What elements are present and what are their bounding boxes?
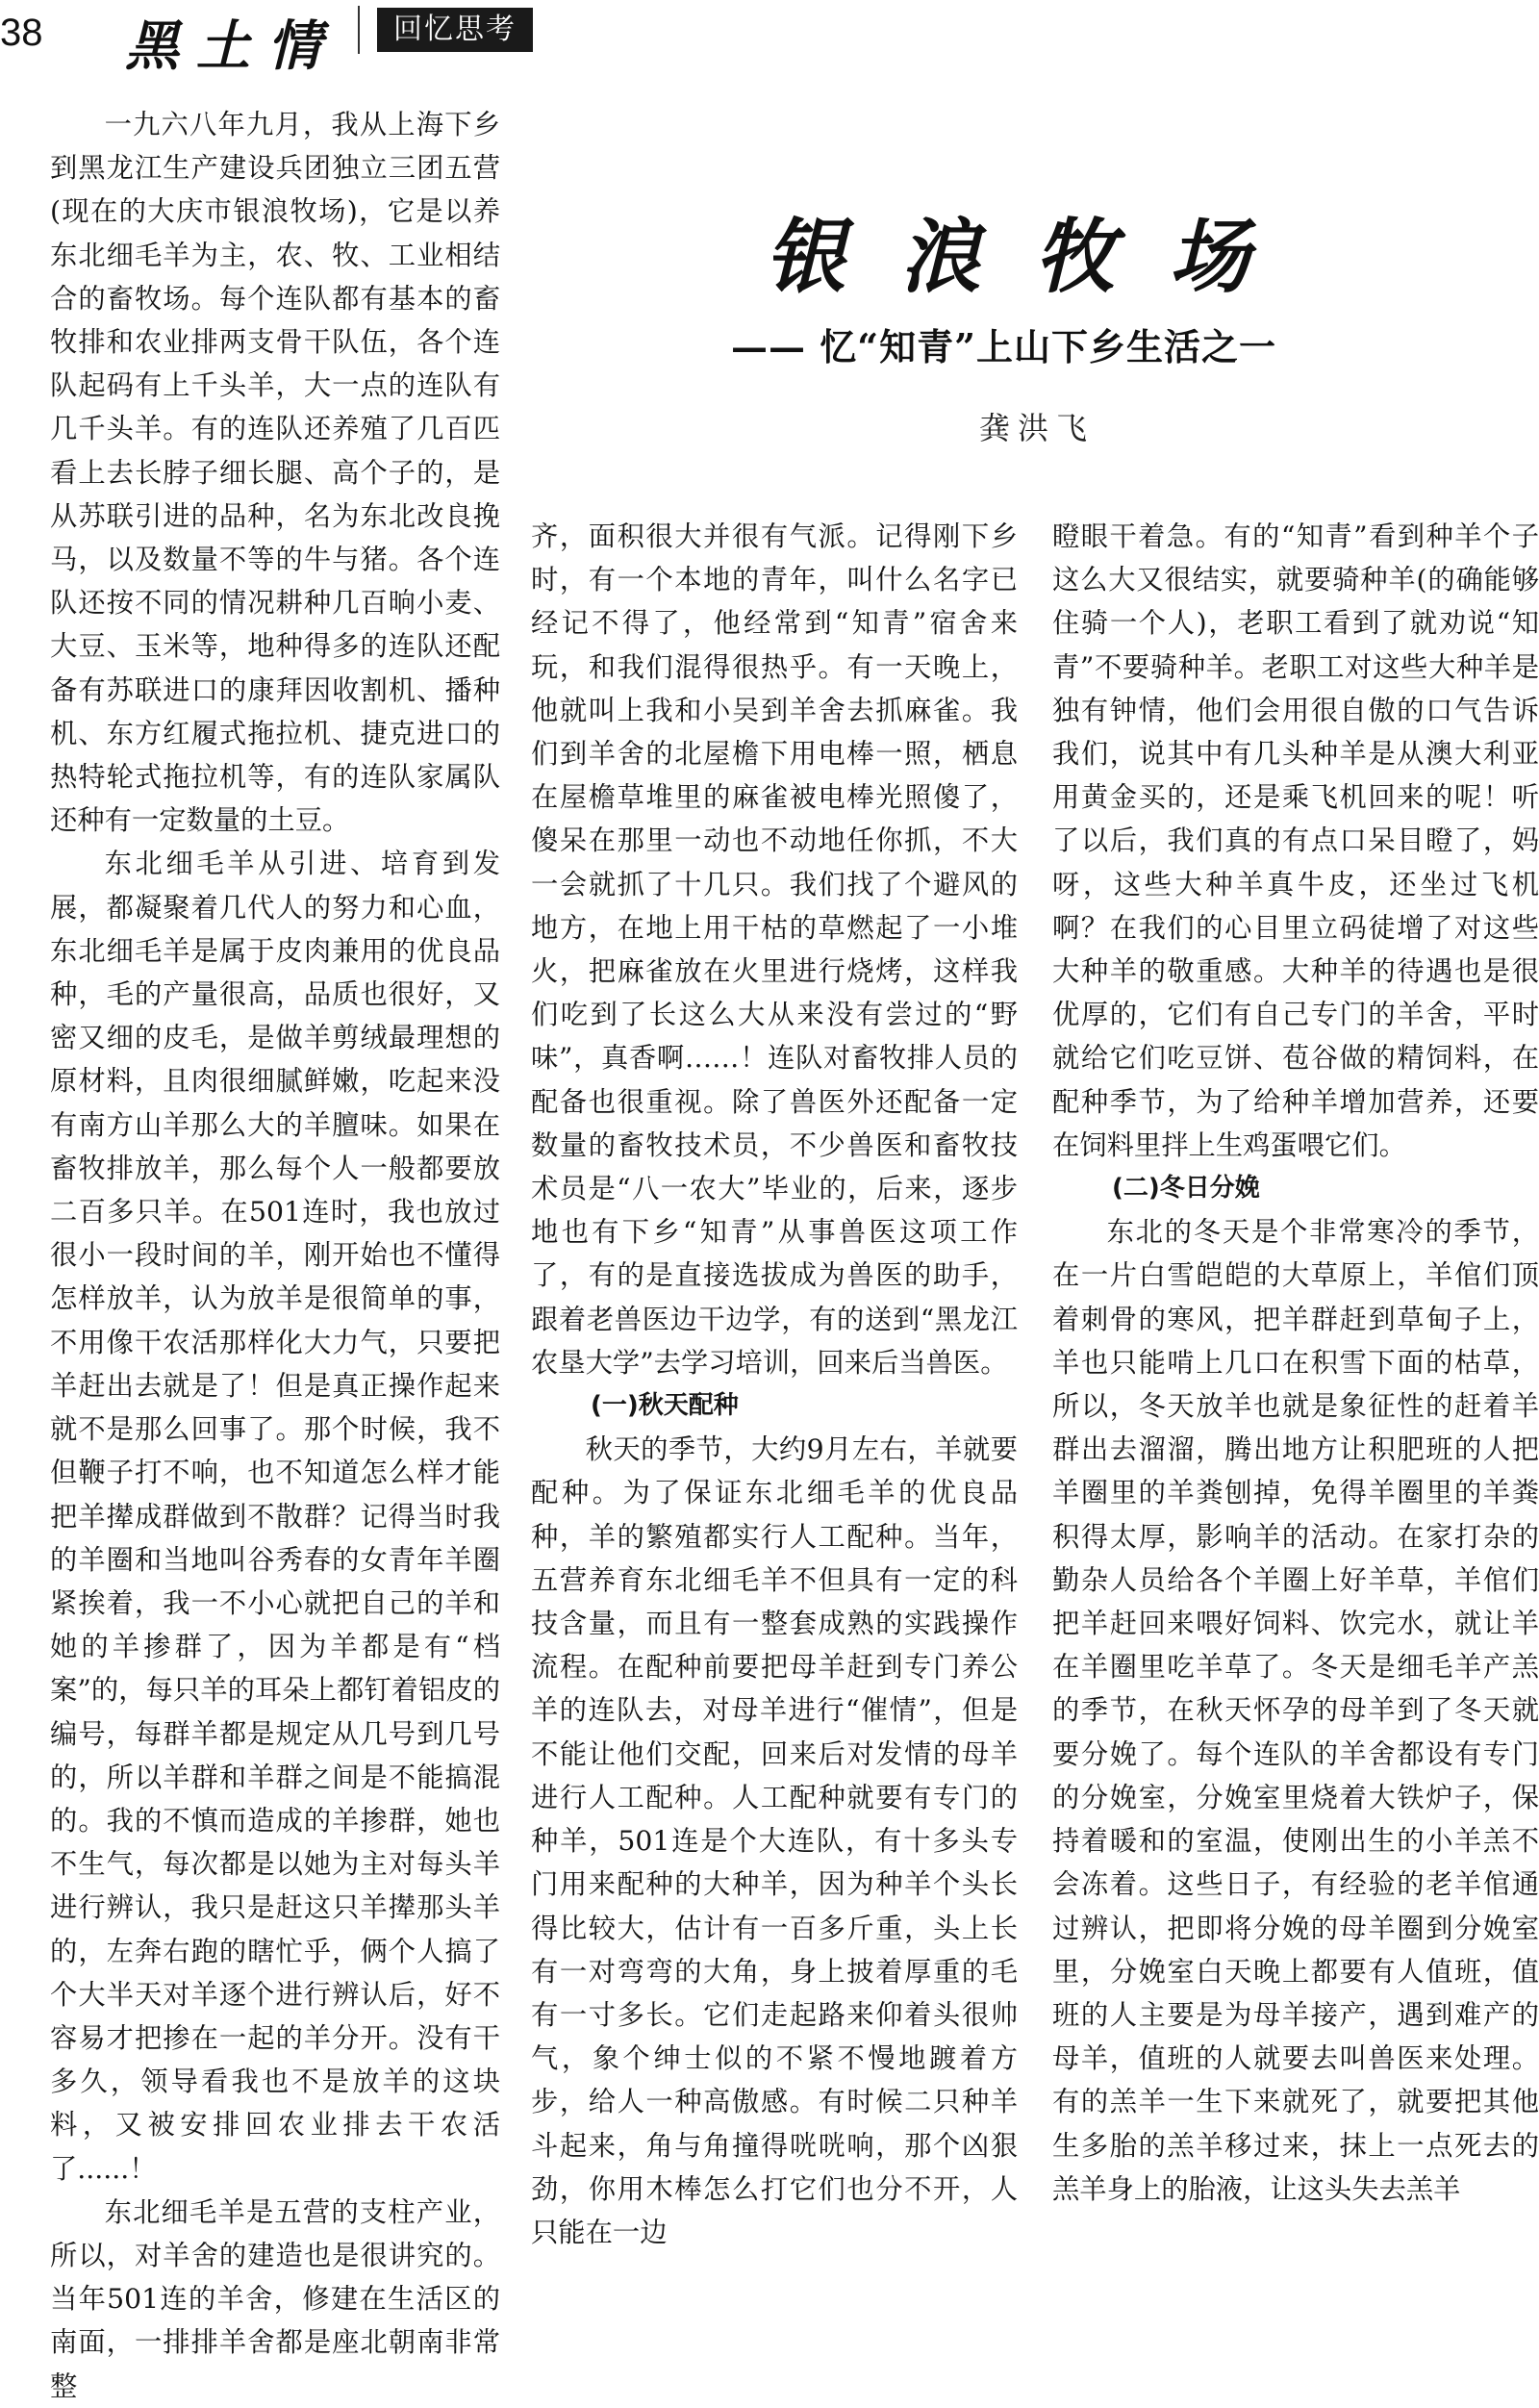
section-badge: 回忆思考 — [377, 8, 533, 52]
section-heading-winter-lambing: (二)冬日分娩 — [1112, 1174, 1260, 1204]
article-title: 银浪牧场 — [765, 209, 1304, 304]
masthead-divider — [358, 6, 360, 54]
text-column-1 — [50, 103, 500, 2408]
article-subtitle: —— 忆“知青”上山下乡生活之一 — [731, 325, 1276, 368]
page-number: 38 — [0, 12, 43, 54]
masthead-logo: 黑土情 — [125, 14, 339, 78]
paragraph: 一九六八年九月，我从上海下乡到黑龙江生产建设兵团独立三团五营(现在的大庆市银浪牧场)，它是以养东北细毛羊为主，农、牧、工业相结合的畜牧场。每个连队都有基本的畜牧排和农业排两支骨干队伍，各个连队起码有上千头羊，大一点的连队有几千头羊。有的连队还养殖了几百匹看上去长脖子细长腿、高个子的，是从苏联引进的品种，名为东北改良挽马，以及数量不等的牛与猪。各个连队还按不同的情况耕种几百晌小麦、大豆、玉米等，地种得多的连队还配备有苏联进口的康拜因收割机、播种机、东方红履式拖拉机、捷克进口的热特轮式拖拉机等，有的连队家属队还种有一定数量的土豆。 — [50, 109, 500, 837]
paragraph: 东北的冬天是个非常寒冷的季节，在一片白雪皑皑的大草原上，羊倌们顶着刺骨的寒风，把羊群赶到草甸子上，羊也只能啃上几口在积雪下面的枯草，所以，冬天放羊也就是象征性的赶着羊群出去溜溜，腾出地方让积肥班的人把羊圈里的羊粪刨掉，免得羊圈里的羊粪积得太厚，影响羊的活动。在家打杂的勤杂人员给各个羊圈上好羊草，羊倌们把羊赶回来喂好饲料、饮完水，就让羊在羊圈里吃羊草了。冬天是细毛羊产羔的季节，在秋天怀孕的母羊到了冬天就要分娩了。每个连队的羊舍都设有专门的分娩室，分娩室里烧着大铁炉子，保持着暖和的室温，使刚出生的小羊羔不会冻着。这些日子，有经验的老羊倌通过辨认，把即将分娩的母羊圈到分娩室里，分娩室白天晚上都要有人值班，值班的人主要是为母羊接产，遇到难产的母羊，值班的人就要去叫兽医来处理。有的羔羊一生下来就死了，就要把其他生多胎的羔羊移过来，抹上一点死去的羔羊身上的胎液，让这头失去羔羊 — [1052, 1216, 1539, 2205]
paragraph: 瞪眼干着急。有的“知青”看到种羊个子这么大又很结实，就要骑种羊(的确能够住骑一个人)，老职工看到了就劝说“知青”不要骑种羊。老职工对这些大种羊是独有钟情，他们会用很自傲的口气告诉我们，说其中有几头种羊是从澳大利亚用黄金买的，还是乘飞机回来的呢！听了以后，我们真的有点口呆目瞪了，妈呀，这些大种羊真牛皮，还坐过飞机啊？在我们的心目里立码徒增了对这些大种羊的敬重感。大种羊的待遇也是很优厚的，它们有自己专门的羊舍，平时就给它们吃豆饼、苞谷做的精饲料，在配种季节，为了给种羊增加营养，还要在饲料里拌上生鸡蛋喂它们。 — [1052, 520, 1539, 1161]
section-heading-autumn-breeding: (一)秋天配种 — [591, 1391, 739, 1421]
text-column-3 — [1052, 515, 1539, 2211]
paragraph: 齐，面积很大并很有气派。记得刚下乡时，有一个本地的青年，叫什么名字已经记不得了，他经常到“知青”宿舍来玩，和我们混得很热乎。有一天晚上，他就叫上我和小吴到羊舍去抓麻雀。我们到羊舍的北屋檐下用电棒一照，栖息在屋檐草堆里的麻雀被电棒光照傻了，傻呆在那里一动也不动地任你抓，不大一会就抓了十几只。我们找了个避风的地方，在地上用干枯的草燃起了一小堆火，把麻雀放在火里进行烧烤，这样我们吃到了长这么大从来没有尝过的“野味”，真香啊……！连队对畜牧排人员的配备也很重视。除了兽医外还配备一定数量的畜牧技术员，不少兽医和畜牧技术员是“八一农大”毕业的，后来，逐步地也有下乡“知青”从事兽医这项工作了，有的是直接选拔成为兽医的助手，跟着老兽医边干边学，有的送到“黑龙江农垦大学”去学习培训，回来后当兽医。 — [531, 520, 1018, 1379]
paragraph: 秋天的季节，大约9月左右，羊就要配种。为了保证东北细毛羊的优良品种，羊的繁殖都实行人工配种。当年，五营养育东北细毛羊不但具有一定的科技含量，而且有一整套成熟的实践操作流程。在配种前要把母羊赶到专门养公羊的连队去，对母羊进行“催情”，但是不能让他们交配，回来后对发情的母羊进行人工配种。人工配种就要有专门的种羊，501连是个大连队，有十多头专门用来配种的大种羊，因为种羊个头长得比较大，估计有一百多斤重，头上长有一对弯弯的大角，身上披着厚重的毛有一寸多长。它们走起路来仰着头很帅气，象个绅士似的不紧不慢地踱着方步，给人一种高傲感。有时候二只种羊斗起来，角与角撞得咣咣响，那个凶狠劲，你用木棒怎么打它们也分不开，人只能在一边 — [531, 1433, 1018, 2248]
paragraph: 东北细毛羊从引进、培育到发展，都凝聚着几代人的努力和心血，东北细毛羊是属于皮肉兼用的优良品种，毛的产量很高，品质也很好，又密又细的皮毛，是做羊剪绒最理想的原材料，且肉很细腻鲜嫩，吃起来没有南方山羊那么大的羊膻味。如果在畜牧排放羊，那么每个人一般都要放二百多只羊。在501连时，我也放过很小一段时间的羊，刚开始也不懂得怎样放羊，认为放羊是很简单的事，不用像干农活那样化大力气，只要把羊赶出去就是了！但是真正操作起来就不是那么回事了。那个时候，我不但鞭子打不响，也不知道怎么样才能把羊撵成群做到不散群？记得当时我的羊圈和当地叫谷秀春的女青年羊圈紧挨着，我一不小心就把自己的羊和她的羊掺群了，因为羊都是有“档案”的，每只羊的耳朵上都钉着铝皮的编号，每群羊都是规定从几号到几号的，所以羊群和羊群之间是不能搞混的。我的不慎而造成的羊掺群，她也不生气，每次都是以她为主对每头羊进行辨认，我只是赶这只羊撵那头羊的，左奔右跑的瞎忙乎，俩个人搞了个大半天对羊逐个进行辨认后，好不容易才把掺在一起的羊分开。没有干多久，领导看我也不是放羊的这块料，又被安排回农业排去干农活了......！ — [50, 848, 500, 2185]
paragraph: 东北细毛羊是五营的支柱产业，所以，对羊舍的建造也是很讲究的。当年501连的羊舍，修建在生活区的南面，一排排羊舍都是座北朝南非常整 — [50, 2195, 500, 2402]
article-author: 龚洪飞 — [979, 410, 1096, 446]
text-column-2 — [531, 515, 1018, 2254]
